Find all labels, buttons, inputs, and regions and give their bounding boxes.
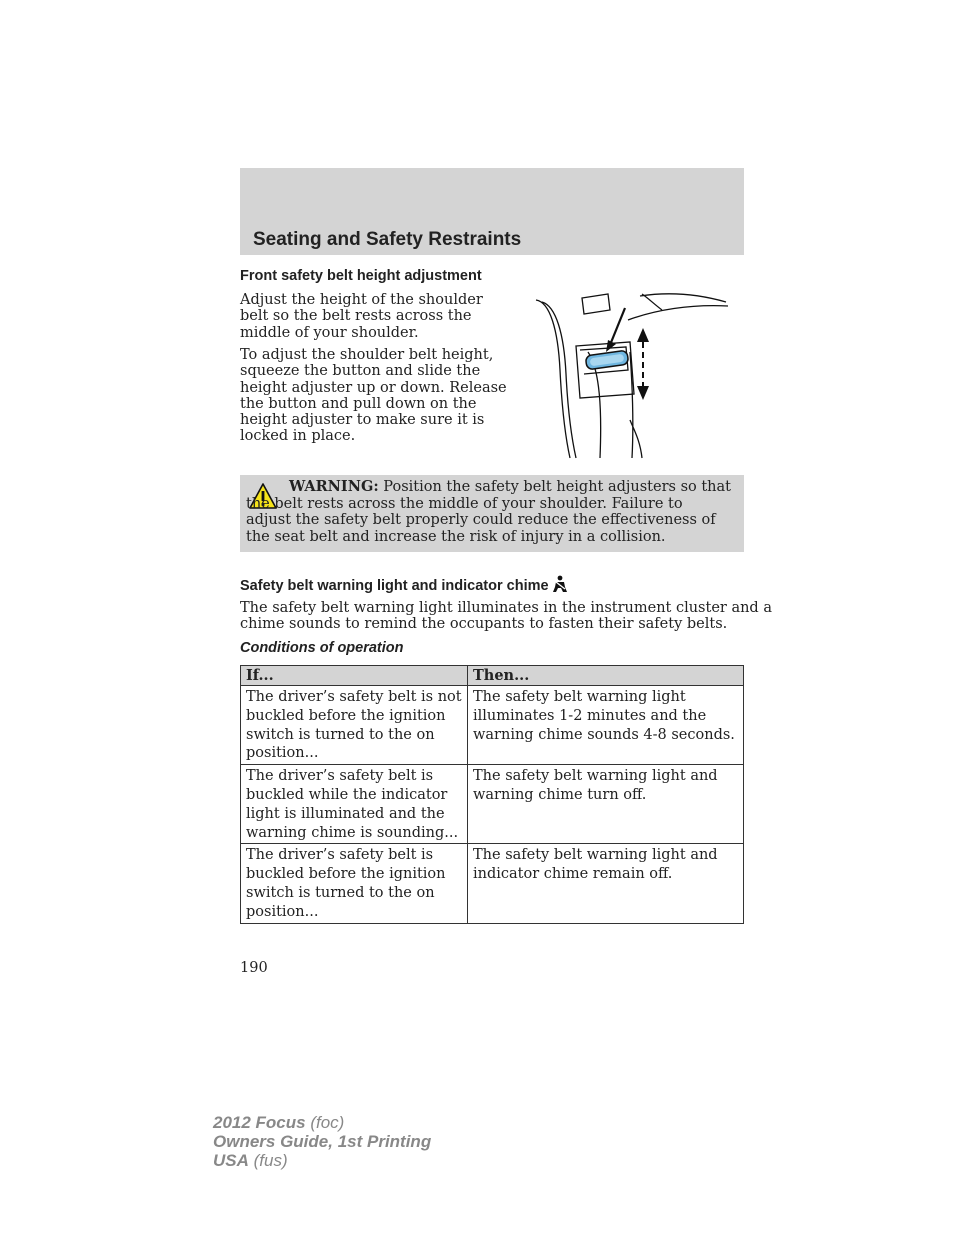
- table-cell-then: [468, 686, 744, 765]
- warning-text: [246, 479, 732, 545]
- chime-heading: [240, 575, 568, 594]
- text-line: position...: [246, 745, 319, 762]
- table-cell-if: [241, 686, 468, 765]
- text-line: buckled before the ignition: [246, 707, 446, 724]
- text-line: The safety belt warning light and: [473, 768, 718, 785]
- text-line: light is illuminated and the: [246, 805, 445, 822]
- footer-model: 2012 Focus: [213, 1113, 306, 1132]
- text-line: the button and pull down on the: [240, 395, 477, 412]
- column-header-then: Then...: [468, 666, 744, 686]
- text-line: The safety belt warning light: [473, 689, 686, 705]
- text-line: belt so the belt rests across the: [240, 308, 472, 325]
- text-line: buckled while the indicator: [246, 786, 448, 803]
- table-row: [241, 844, 744, 923]
- text-line: position...: [246, 903, 319, 920]
- text-line: Adjust the height of the shoulder: [240, 292, 483, 308]
- footer-model-code: (foc): [305, 1113, 345, 1132]
- belt-height-heading: Front safety belt height adjustment: [240, 268, 482, 284]
- table-row: [241, 686, 744, 765]
- belt-height-adjuster-illustration: [530, 290, 730, 460]
- text-line: squeeze the button and slide the: [240, 363, 481, 380]
- text-line: illuminates 1-2 minutes and the: [473, 707, 707, 724]
- text-line: To adjust the shoulder belt height,: [240, 347, 494, 363]
- text-line: The safety belt warning light illuminates in the instrument cluster and a: [240, 600, 772, 616]
- footer-edition-info: [213, 1113, 431, 1170]
- table-cell-if: [241, 765, 468, 844]
- page-number: 190: [240, 960, 268, 976]
- warning-label: WARNING:: [289, 478, 379, 495]
- section-header-band: [240, 168, 744, 255]
- chime-paragraph: [240, 600, 772, 633]
- text-line: height adjuster to make sure it is: [240, 412, 485, 429]
- footer-market-code: (fus): [248, 1151, 288, 1170]
- footer-line-1: [213, 1113, 431, 1132]
- footer-line-3: [213, 1151, 431, 1170]
- text-line: switch is turned to the on: [246, 884, 435, 901]
- warning-body: Position the safety belt height adjusters so that the belt rests across the middle of your shoulder. Failure to adjust the safety belt properly could reduce the effectiveness of the seat belt and increase the risk of injury in a collision.: [246, 479, 731, 545]
- belt-height-paragraph-2: [240, 347, 507, 445]
- conditions-heading: Conditions of operation: [240, 640, 404, 656]
- text-line: warning chime turn off.: [473, 786, 647, 803]
- column-header-if: If...: [241, 666, 468, 686]
- warning-box: [240, 475, 744, 552]
- chime-heading-text: Safety belt warning light and indicator chime: [240, 578, 549, 594]
- text-line: switch is turned to the on: [246, 726, 435, 743]
- footer-printing: Owners Guide, 1st Printing: [213, 1132, 432, 1151]
- text-line: The driver’s safety belt is: [246, 768, 434, 785]
- text-line: warning chime is sounding...: [246, 824, 459, 841]
- text-line: indicator chime remain off.: [473, 866, 673, 883]
- text-line: The driver’s safety belt is not: [246, 689, 462, 705]
- table-cell-if: [241, 844, 468, 923]
- section-title: Seating and Safety Restraints: [253, 229, 522, 250]
- footer-market: USA: [213, 1151, 249, 1170]
- table-cell-then: [468, 844, 744, 923]
- text-line: locked in place.: [240, 428, 356, 445]
- text-line: chime sounds to remind the occupants to fasten their safety belts.: [240, 616, 728, 633]
- text-line: height adjuster up or down. Release: [240, 379, 507, 396]
- seatbelt-person-icon: [552, 575, 568, 593]
- belt-height-paragraph-1: [240, 292, 483, 341]
- conditions-table: [240, 665, 744, 924]
- footer-line-2: [213, 1132, 431, 1151]
- table-row: [241, 765, 744, 844]
- text-line: The driver’s safety belt is: [246, 847, 434, 864]
- text-line: middle of your shoulder.: [240, 324, 419, 341]
- text-line: warning chime sounds 4-8 seconds.: [473, 726, 735, 743]
- table-cell-then: [468, 765, 744, 844]
- table-header-row: [241, 666, 744, 686]
- text-line: buckled before the ignition: [246, 866, 446, 883]
- text-line: The safety belt warning light and: [473, 847, 718, 864]
